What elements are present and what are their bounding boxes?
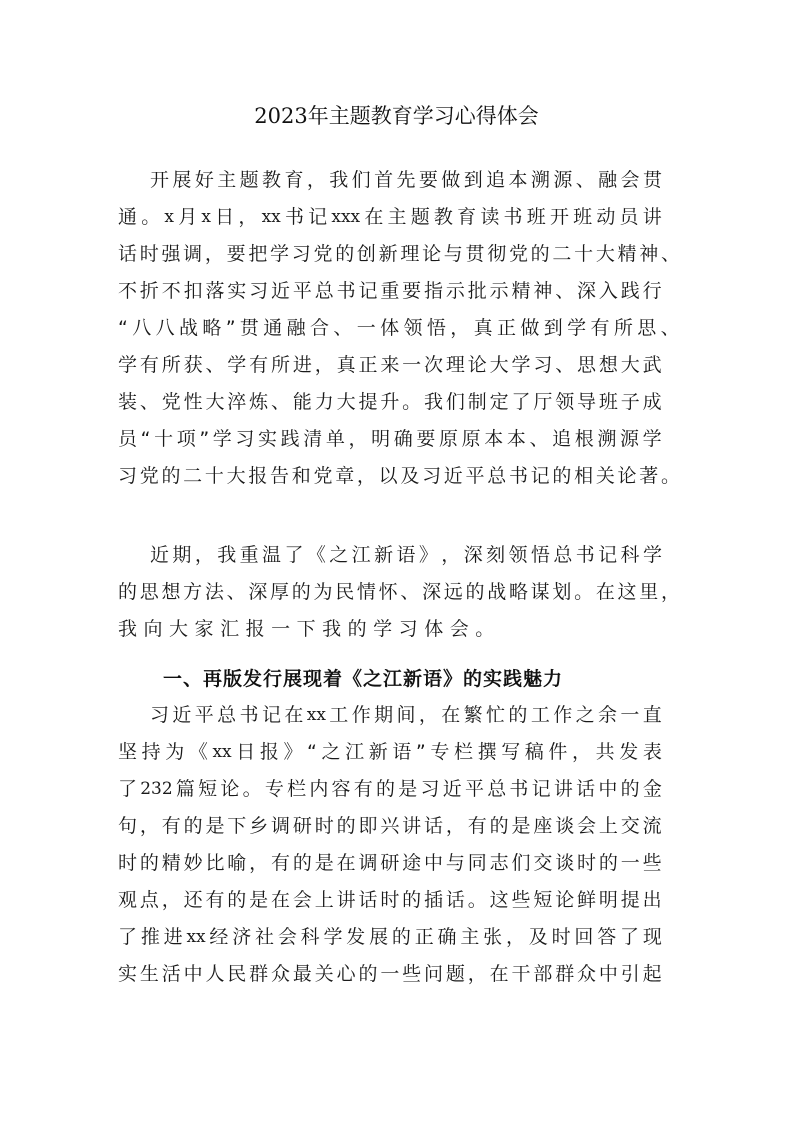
document-title: 2023年主题教育学习心得体会 xyxy=(254,104,539,128)
section-paragraph-line-3: 了 232 篇 短 论 。 专 栏 内 容 有 的 是 习 近 平 总 书 记 讲 话 中 的 金 xyxy=(118,778,662,800)
section-paragraph-line-6: 观 点 ， 还 有 的 是 在 会 上 讲 话 时 的 插 话 。 这 些 短 论 鲜 明 提 出 xyxy=(118,889,662,911)
paragraph-2-line-3: 我 向 大 家 汇 报 一 下 我 的 学 习 体 会 。 xyxy=(118,618,495,640)
paragraph-1-line-9: 习 党 的 二 十 大 报 告 和 党 章 ， 以 及 习 近 平 总 书 记 的 相 关 论 著 。 xyxy=(118,465,680,487)
paragraph-1-line-4: 不 折 不 扣 落 实 习 近 平 总 书 记 重 要 指 示 批 示 精 神 、 深 入 践 行 xyxy=(118,280,662,302)
section-paragraph-line-5: 时 的 精 妙 比 喻 ， 有 的 是 在 调 研 途 中 与 同 志 们 交 谈 时 的 一 些 xyxy=(118,852,662,874)
paragraph-1-line-7: 装 、 党 性 大 淬 炼 、 能 力 大 提 升 。 我 们 制 定 了 厅 领 导 班 子 成 xyxy=(118,391,662,413)
paragraph-1-line-6: 学 有 所 获 、 学 有 所 进 ， 真 正 来 一 次 理 论 大 学 习 、 思 想 大 武 xyxy=(118,354,662,376)
paragraph-2-line-2: 的 思 想 方 法 、 深 厚 的 为 民 情 怀 、 深 远 的 战 略 谋 划 。 在 这 里 ， xyxy=(118,581,680,603)
paragraph-1-line-5: “ 八 八 战 略 ” 贯 通 融 合 、 一 体 领 悟 ， 真 正 做 到 学 有 所 思 、 xyxy=(118,317,680,339)
section-heading: 一、再版发行展现着《之江新语》的实践魅力 xyxy=(163,668,564,690)
paragraph-2-line-1: 近 期 ， 我 重 温 了 《 之 江 新 语 》 ， 深 刻 领 悟 总 书 记 科 学 xyxy=(150,544,662,566)
section-paragraph-line-8: 实 生 活 中 人 民 群 众 最 关 心 的 一 些 问 题 ， 在 干 部 群 众 中 引 起 xyxy=(118,963,662,985)
section-paragraph-line-7: 了 推 进 xx 经 济 社 会 科 学 发 展 的 正 确 主 张 ， 及 时 回 答 了 现 xyxy=(118,926,662,948)
section-paragraph-line-1: 习 近 平 总 书 记 在 xx 工 作 期 间 ， 在 繁 忙 的 工 作 之 余 一 直 xyxy=(150,704,662,726)
paragraph-1-line-8: 员 “ 十 项 ” 学 习 实 践 清 单 ， 明 确 要 原 原 本 本 、 追 根 溯 源 学 xyxy=(118,428,662,450)
section-paragraph-line-4: 句 ， 有 的 是 下 乡 调 研 时 的 即 兴 讲 话 ， 有 的 是 座 谈 会 上 交 流 xyxy=(118,815,662,837)
paragraph-1-line-1: 开 展 好 主 题 教 育 ， 我 们 首 先 要 做 到 追 本 溯 源 、 融 会 贯 xyxy=(150,169,662,191)
section-paragraph-line-2: 坚 持 为 《 xx 日 报 》 “ 之 江 新 语 ” 专 栏 撰 写 稿 件 ， 共 发 表 xyxy=(118,741,662,763)
paragraph-1-line-3: 话 时 强 调 ， 要 把 学 习 党 的 创 新 理 论 与 贯 彻 党 的 二 十 大 精 神 、 xyxy=(118,243,680,265)
paragraph-1-line-2: 通 。 x 月 x 日 ， xx 书 记 xxx 在 主 题 教 育 读 书 班 开 班 动 员 讲 xyxy=(118,206,662,228)
